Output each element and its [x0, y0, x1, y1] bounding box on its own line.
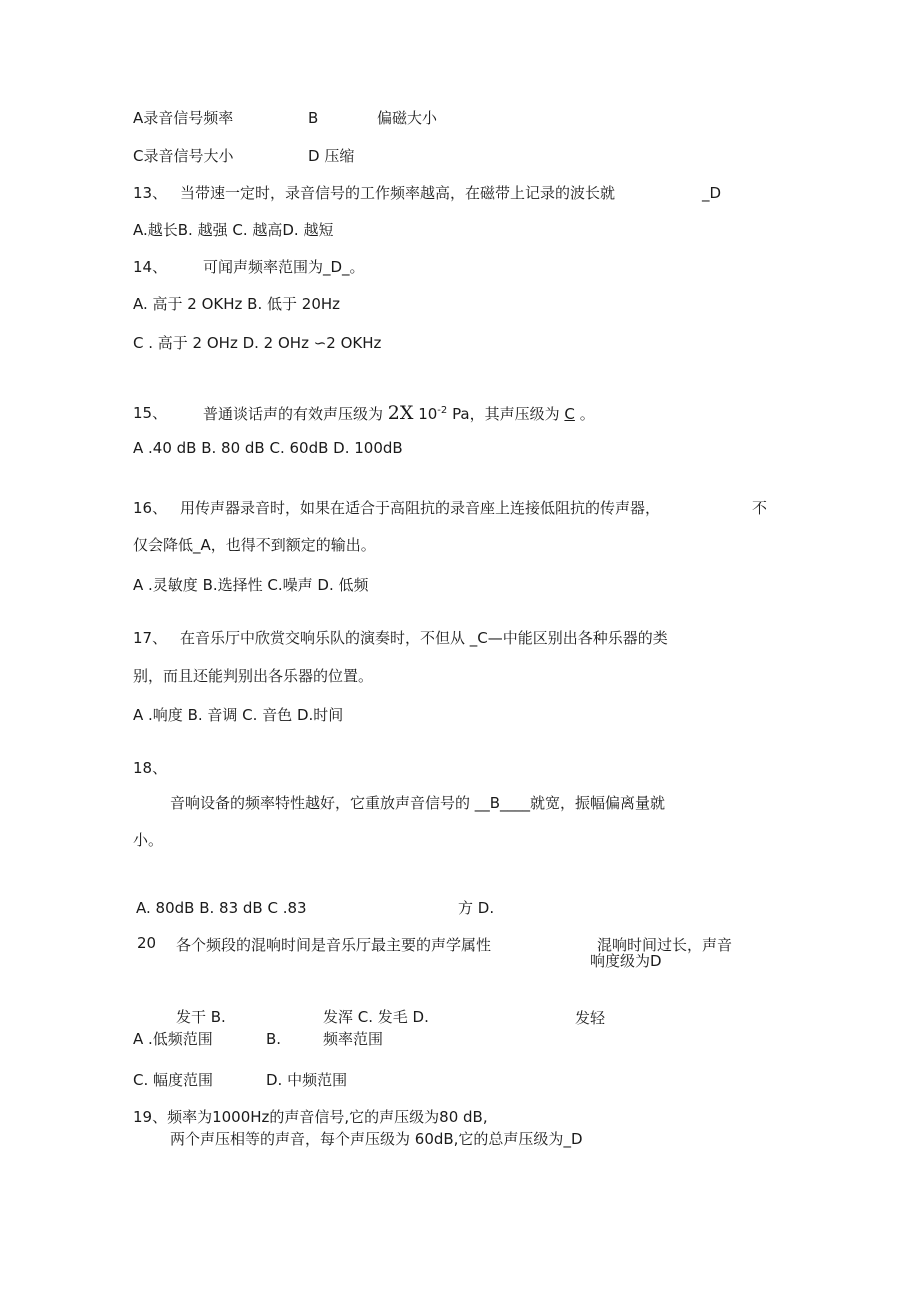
question-16-text-c: 仅会降低_A，也得不到额定的输出。	[133, 536, 376, 554]
question-13-answer: _D	[702, 184, 722, 202]
question-16-number: 16、	[133, 499, 168, 517]
question-15-text-a: 普通谈话声的有效声压级为	[203, 405, 384, 423]
option-b-label: B	[308, 109, 319, 127]
range-option-a: A .低频范围	[133, 1030, 213, 1048]
range-option-b-text: 频率范围	[323, 1030, 384, 1048]
question-17-number: 17、	[133, 629, 168, 647]
question-16-text-a: 用传声器录音时，如果在适合于高阻抗的录音座上连接低阻抗的传声器，	[180, 499, 661, 517]
question-15-answer: C	[564, 405, 575, 423]
last-question-text: 两个声压相等的声音，每个声压级为 60dB,它的总声压级为_D	[170, 1130, 583, 1148]
option-b-text: 偏磁大小	[377, 109, 438, 127]
question-18-number: 18、	[133, 759, 168, 777]
question-16-options: A .灵敏度 B.选择性 C.噪声 D. 低频	[133, 576, 369, 594]
question-16-text-b: 不	[752, 499, 768, 517]
question-15-options: A .40 dB B. 80 dB C. 60dB D. 100dB	[133, 439, 403, 457]
question-13-text: 当带速一定时，录音信号的工作频率越高，在磁带上记录的波长就	[180, 184, 616, 202]
question-20-options-b: 发浑 C. 发毛 D.	[323, 1008, 429, 1026]
question-15-end: 。	[579, 405, 595, 423]
option-a-text: A录音信号频率	[133, 109, 234, 127]
question-17-options: A .响度 B. 音调 C. 音色 D.时间	[133, 706, 344, 724]
question-14-number: 14、	[133, 258, 168, 276]
question-18-text-a: 音响设备的频率特性越好，它重放声音信号的 __B____就宽，振幅偏离量就	[170, 794, 666, 812]
question-20-options-a: 发干 B.	[176, 1008, 226, 1026]
options-row-b: 方 D.	[458, 899, 495, 917]
option-d-text: D 压缩	[308, 147, 355, 165]
options-row-a: A. 80dB B. 83 dB C .83	[136, 899, 307, 917]
question-19-text: 19、频率为1000Hz的声音信号,它的声压级为80 dB,	[133, 1108, 488, 1126]
question-17-text-a: 在音乐厅中欣赏交响乐队的演奏时，不但从 _C—中能区别出各种乐器的类	[180, 629, 668, 647]
question-13-number: 13、	[133, 184, 168, 202]
question-20-options-c: 发轻	[575, 1009, 606, 1027]
question-17-text-b: 别，而且还能判别出各乐器的位置。	[133, 667, 374, 685]
question-15-text-b: Pa，其声压级为	[452, 405, 560, 423]
question-18-text-b: 小。	[133, 831, 164, 849]
question-15-number: 15、	[133, 404, 168, 422]
question-15-base: 10	[418, 405, 438, 423]
range-option-c: C. 幅度范围	[133, 1071, 214, 1089]
question-15-text	[203, 401, 595, 424]
question-15-multiplier: 2X	[387, 402, 414, 424]
range-option-b-label: B.	[266, 1030, 282, 1048]
question-20-text-c: 响度级为D	[590, 952, 662, 970]
question-20-text-b: 混响时间过长，声音	[597, 936, 733, 954]
option-c-text: C录音信号大小	[133, 147, 234, 165]
question-13-options: A.越长B. 越强 C. 越高D. 越短	[133, 221, 334, 239]
question-14-options-1: A. 高于 2 OKHz B. 低于 20Hz	[133, 295, 341, 313]
question-15-exponent: -2	[437, 405, 448, 416]
range-option-d: D. 中频范围	[266, 1071, 348, 1089]
question-14-options-2: C . 高于 2 OHz D. 2 OHz ∽2 OKHz	[133, 334, 382, 352]
question-20-text-a: 各个频段的混响时间是音乐厅最主要的声学属性	[176, 936, 492, 954]
question-20-number: 20	[137, 934, 157, 952]
question-14-text: 可闻声频率范围为_D_。	[203, 258, 365, 276]
